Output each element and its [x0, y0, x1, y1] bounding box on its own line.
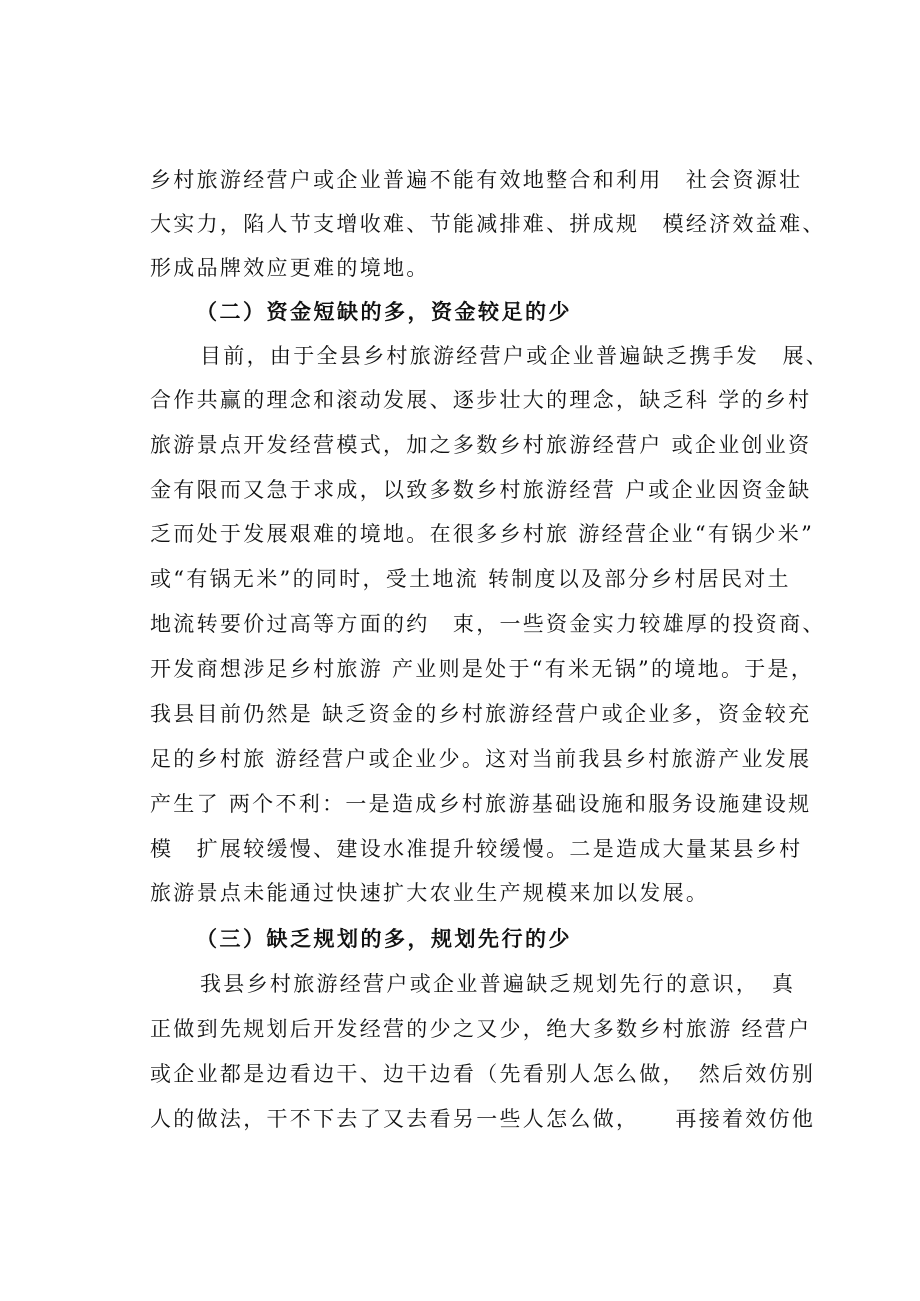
- paragraph-2-line-1: 目前，由于全县乡村旅游经营户或企业普遍缺乏携手发 展、: [200, 344, 830, 368]
- section-heading-3: （三）缺乏规划的多，规划先行的少: [196, 927, 572, 951]
- paragraph-2-line-6: 或“有锅无米”的同时，受土地流 转制度以及部分乡村居民对土: [150, 567, 791, 591]
- paragraph-3-line-3: 或企业都是边看边干、边干边看（先看别人怎么做， 然后效仿别: [150, 1062, 816, 1086]
- paragraph-2-line-11: 产生了 两个不利：一是造成乡村旅游基础设施和服务设施建设规: [150, 792, 812, 816]
- paragraph-3-line-2: 正做到先规划后开发经营的少之又少，绝大多数乡村旅游 经营户: [150, 1017, 812, 1041]
- paragraph-2-line-13: 旅游景点未能通过快速扩大农业生产规模来加以发展。: [150, 881, 710, 905]
- paragraph-2-line-8: 开发商想涉足乡村旅游 产业则是处于“有米无锅”的境地。于是，: [150, 657, 815, 681]
- paragraph-2-line-10: 足的乡村旅 游经营户或企业少。这对当前我县乡村旅游产业发展: [150, 747, 812, 771]
- paragraph-3-line-1: 我县乡村旅游经营户或企业普遍缺乏规划先行的意识， 真: [200, 972, 796, 996]
- body-line-3: 形成品牌效应更难的境地。: [150, 256, 430, 280]
- paragraph-2-line-12: 模 扩展较缓慢、建设水准提升较缓慢。二是造成大量某县乡村: [150, 837, 803, 861]
- paragraph-2-line-2: 合作共赢的理念和滚动发展、逐步壮大的理念，缺乏科 学的乡村: [150, 388, 812, 412]
- paragraph-2-line-9: 我县目前仍然是 缺乏资金的乡村旅游经营户或企业多，资金较充: [150, 702, 812, 726]
- paragraph-2-line-4: 金有限而又急于求成，以致多数乡村旅游经营 户或企业因资金缺: [150, 478, 812, 502]
- body-line-1: 乡村旅游经营户或企业普遍不能有效地整合和利用 社会资源壮: [150, 168, 803, 192]
- paragraph-3-line-4: 人的做法，干不下去了又去看另一些人怎么做， 再接着效仿他: [150, 1107, 816, 1131]
- paragraph-2-line-5: 乏而处于发展艰难的境地。在很多乡村旅 游经营企业“有锅少米”: [150, 522, 815, 546]
- paragraph-2-line-7: 地流转要价过高等方面的约 束，一些资金实力较雄厚的投资商、: [150, 612, 826, 636]
- body-line-2: 大实力，陷人节支增收难、节能减排难、拼成规 模经济效益难、: [150, 212, 826, 236]
- paragraph-2-line-3: 旅游景点开发经营模式，加之多数乡村旅游经营户 或企业创业资: [150, 433, 812, 457]
- section-heading-2: （二）资金短缺的多，资金较足的少: [196, 300, 572, 324]
